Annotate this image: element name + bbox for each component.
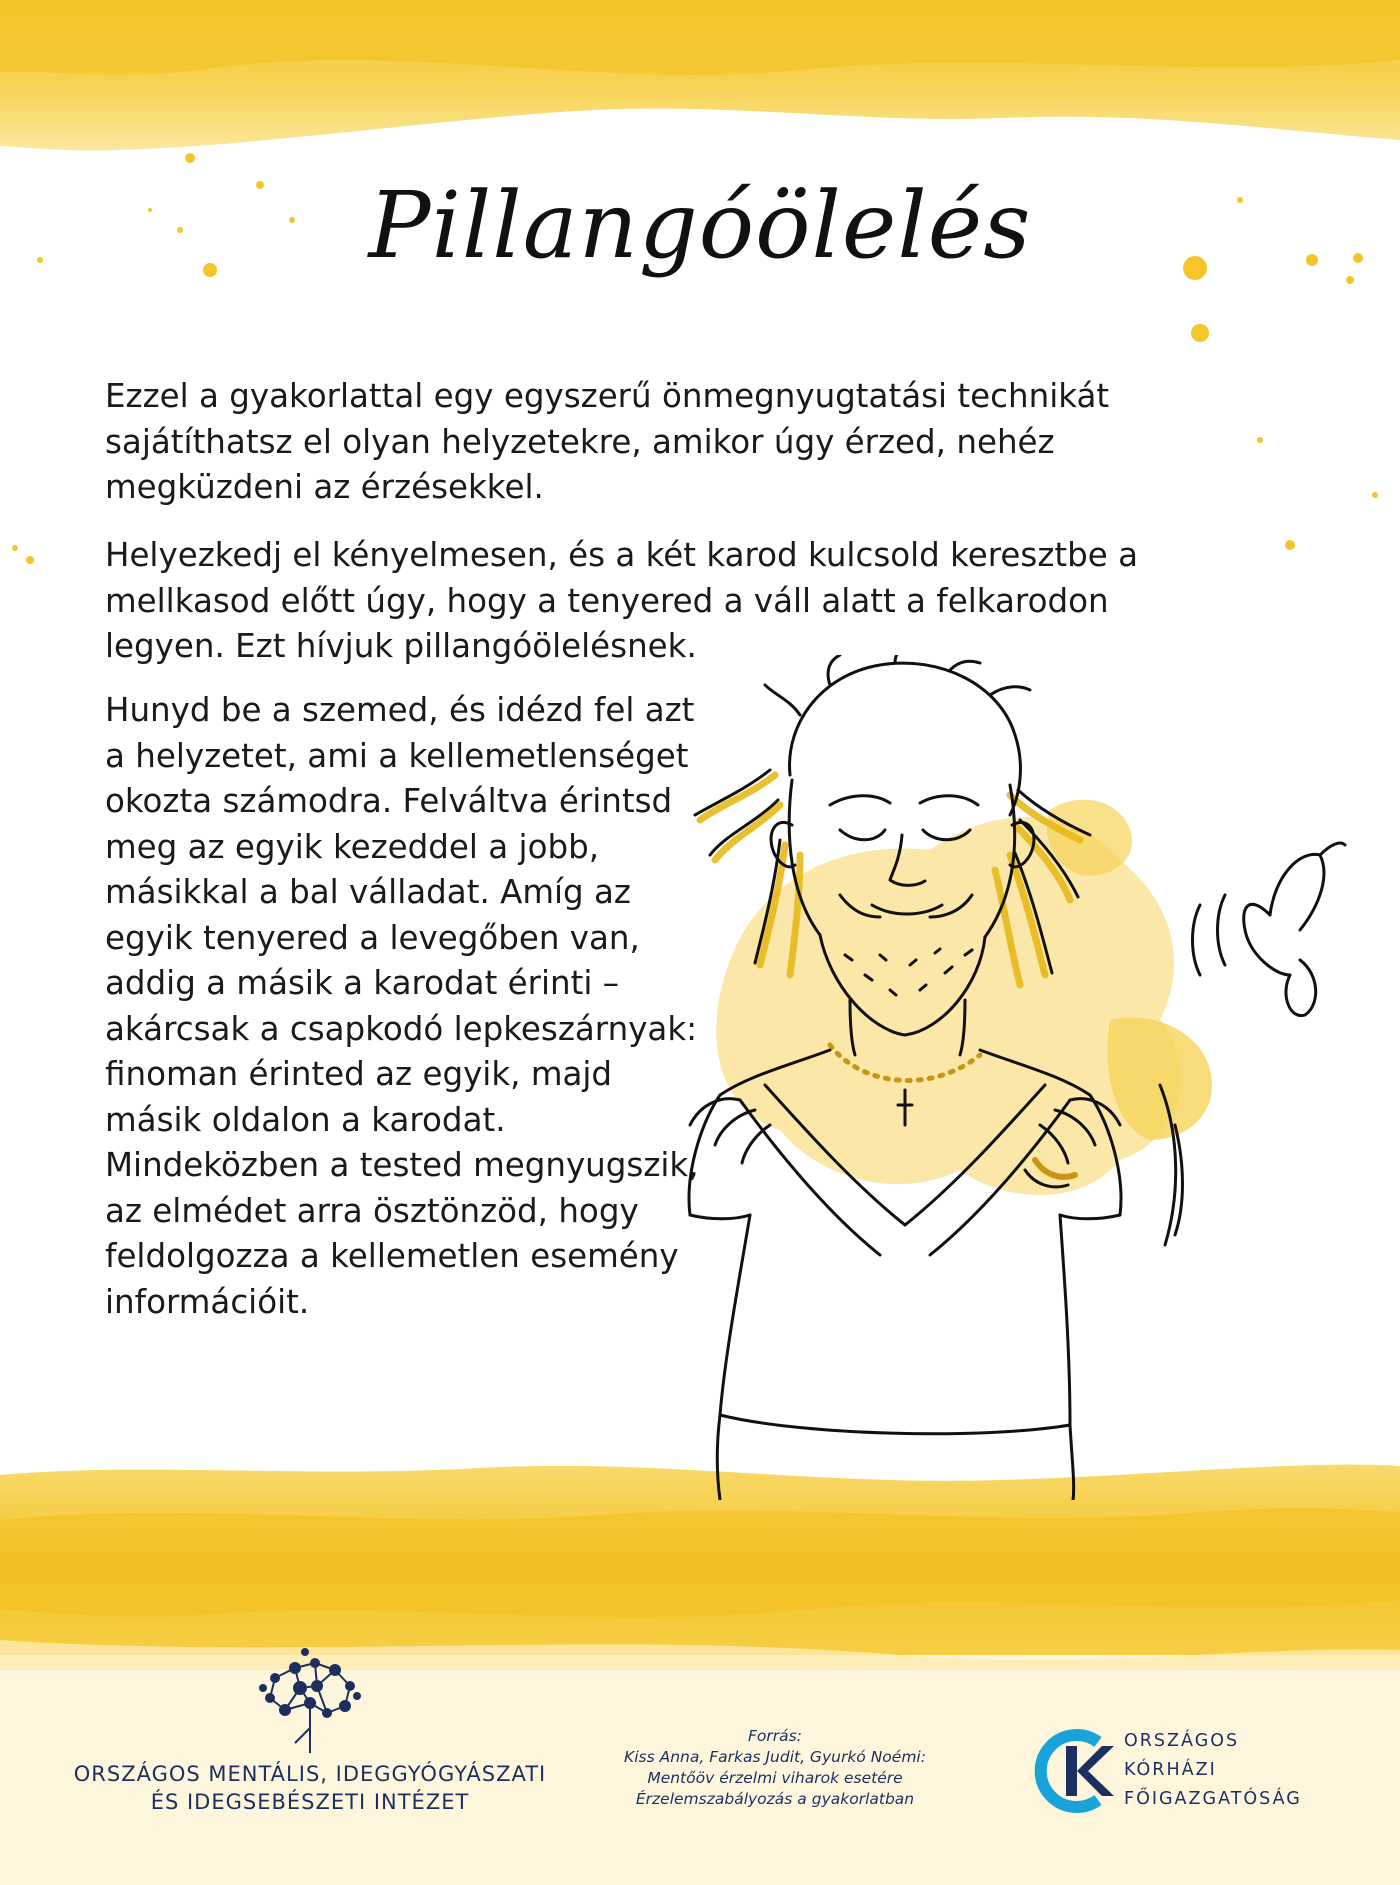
source-citation [595, 1726, 955, 1810]
source-authors: Kiss Anna, Farkas Judit, Gyurkó Noémi: [624, 1748, 926, 1766]
okfo-name-line2: KÓRHÁZI [1124, 1760, 1217, 1780]
source-label: Forrás: [748, 1727, 802, 1745]
position-paragraph: Helyezkedj el kényelmesen, és a két karod kulcsold keresztbe a mellkasod előtt úgy, hogy a tenyered a váll alatt a felkarodon legyen. Ezt hívjuk pillangóölelésnek. [105, 536, 1139, 665]
omi-institute-name [60, 1760, 560, 1816]
instructions-paragraph: Hunyd be a szemed, és idézd fel azt a helyzetet, ami a kellemetlenséget okozta számodra. Felváltva érintsd meg az egyik kezeddel a jobb, másikkal a bal válladat. Amíg az egyik tenyered a levegőben van, addig a másik a karodat érinti – akárcsak a csapkodó lepkeszárnyak: finoman érinted az egyik, majd másik oldalon a karodat. Mindeközben a tested megnyugszik, az elmédet arra ösztönzöd, hogy feldolgozza a kellemetlen esemény információit. [105, 691, 699, 1321]
okfo-logo-icon [1028, 1728, 1114, 1814]
brain-network-icon [255, 1648, 365, 1758]
source-book-title: Mentőöv érzelmi viharok esetére [647, 1769, 903, 1787]
okfo-name [1124, 1727, 1302, 1814]
butterfly-hug-illustration [680, 655, 1360, 1500]
okfo-name-line3: FŐIGAZGATÓSÁG [1124, 1789, 1302, 1809]
omi-name-line2: ÉS IDEGSEBÉSZETI INTÉZET [150, 1790, 470, 1814]
page-title: Pillangóölelés [368, 172, 1032, 279]
okfo-name-line1: ORSZÁGOS [1124, 1731, 1240, 1751]
source-book-subtitle: Érzelemszabályozás a gyakorlatban [635, 1790, 915, 1808]
intro-paragraph: Ezzel a gyakorlattal egy egyszerű önmegnyugtatási technikát sajátíthatsz el olyan helyzetekre, amikor úgy érzed, nehéz megküzdeni az érzésekkel. [105, 377, 1110, 506]
butterfly-icon [1193, 843, 1361, 1016]
omi-name-line1: ORSZÁGOS MENTÁLIS, IDEGGYÓGYÁSZATI [73, 1762, 547, 1786]
